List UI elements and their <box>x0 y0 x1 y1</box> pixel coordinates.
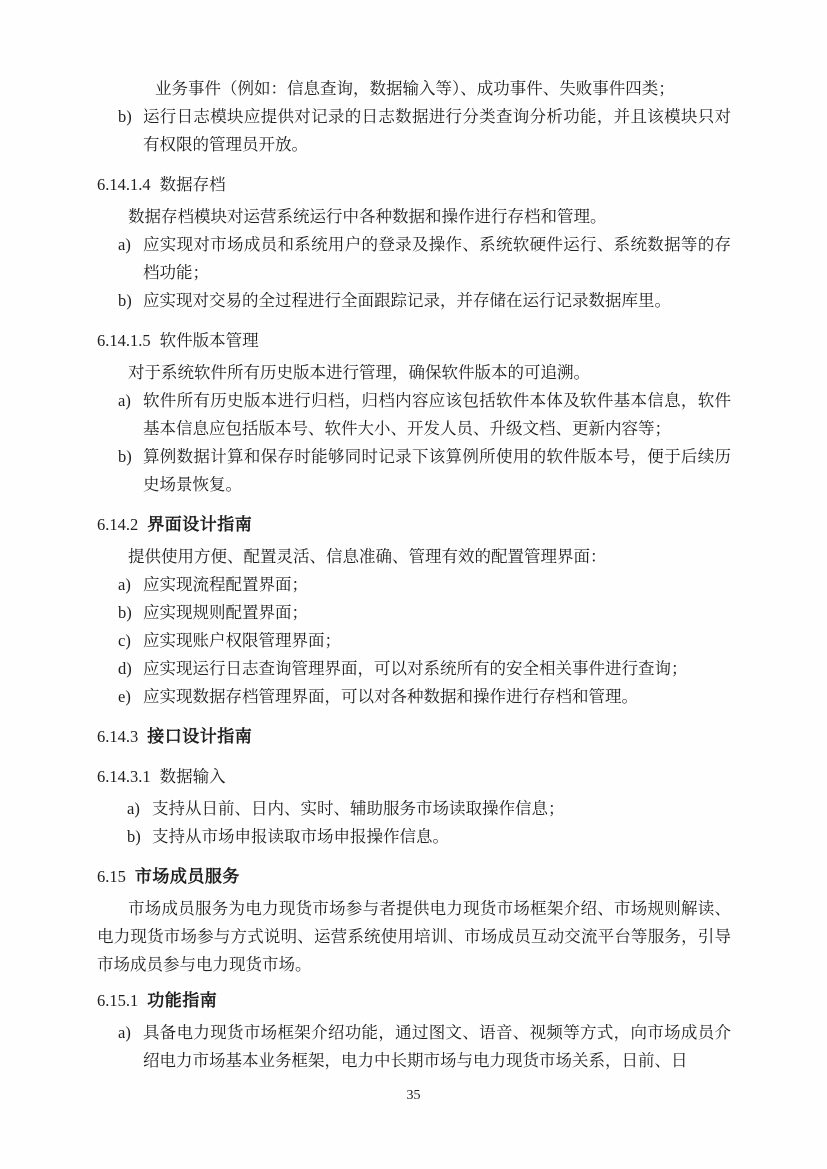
list-marker: b) <box>118 107 132 126</box>
list-item <box>97 443 731 499</box>
list-marker: a) <box>118 391 131 410</box>
list-item <box>97 571 731 599</box>
list-marker: c) <box>118 631 131 650</box>
list-marker: b) <box>118 291 132 310</box>
section-number: 6.15.1 <box>97 991 139 1010</box>
list-item <box>97 627 731 655</box>
list-marker: b) <box>127 827 141 846</box>
paragraph: 提供使用方便、配置灵活、信息准确、管理有效的配置管理界面： <box>128 547 607 566</box>
list-item <box>97 231 731 287</box>
list-item <box>97 1019 731 1075</box>
paragraph: 市场成员服务为电力现货市场参与者提供电力现货市场框架介绍、市场规则解读、电力现货市场参与方式说明、运营系统使用培训、市场成员互动交流平台等服务，引导市场成员参与电力现货市场。 <box>97 899 731 974</box>
section-number: 6.14.1.4 <box>97 175 151 194</box>
section-title: 市场成员服务 <box>134 867 240 886</box>
list-item-text: 应实现流程配置界面； <box>143 575 308 594</box>
list-item-text: 应实现规则配置界面； <box>143 603 308 622</box>
list-item <box>97 599 731 627</box>
section-heading <box>97 171 731 199</box>
section-heading <box>97 987 731 1015</box>
section-heading <box>97 763 731 791</box>
list-item-text: 支持从日前、日内、实时、辅助服务市场读取操作信息； <box>152 799 565 818</box>
list-item-text: 支持从市场申报读取市场申报操作信息。 <box>152 827 449 846</box>
list-marker: a) <box>118 575 131 594</box>
section-heading <box>97 863 731 891</box>
paragraph: 对于系统软件所有历史版本进行管理，确保软件版本的可追溯。 <box>128 363 590 382</box>
list-item-text: 运行日志模块应提供对记录的日志数据进行分类查询分析功能，并且该模块只对有权限的管理员开放。 <box>143 107 731 154</box>
carryover-line: 业务事件（例如：信息查询，数据输入等）、成功事件、失败事件四类； <box>155 79 675 98</box>
list-marker: d) <box>118 659 132 678</box>
section-heading <box>97 327 731 355</box>
paragraph: 数据存档模块对运营系统运行中各种数据和操作进行存档和管理。 <box>128 207 607 226</box>
page-number: 35 <box>406 1088 421 1103</box>
section-heading <box>97 511 731 539</box>
list-item-text: 应实现账户权限管理界面； <box>143 631 341 650</box>
list-item <box>97 795 731 823</box>
list-item-text: 应实现对交易的全过程进行全面跟踪记录，并存储在运行记录数据库里。 <box>143 291 671 310</box>
list-item <box>97 683 731 711</box>
section-number: 6.14.2 <box>97 515 139 534</box>
list-item-text: 算例数据计算和保存时能够同时记录下该算例所使用的软件版本号，便于后续历史场景恢复。 <box>143 447 731 494</box>
section-title: 功能指南 <box>147 991 218 1010</box>
list-marker: b) <box>118 603 132 622</box>
list-item <box>97 287 731 315</box>
section-title: 接口设计指南 <box>147 727 253 746</box>
body-text-column <box>97 75 731 1075</box>
list-item <box>97 103 731 159</box>
section-title: 数据输入 <box>159 767 226 786</box>
section-heading <box>97 723 731 751</box>
list-marker: a) <box>118 1023 131 1042</box>
list-item-text: 应实现运行日志查询管理界面，可以对系统所有的安全相关事件进行查询； <box>143 659 688 678</box>
list-marker: b) <box>118 447 132 466</box>
list-item-text: 应实现对市场成员和系统用户的登录及操作、系统软硬件运行、系统数据等的存档功能； <box>143 235 731 282</box>
list-marker: a) <box>118 235 131 254</box>
section-number: 6.15 <box>97 867 126 886</box>
list-item <box>97 823 731 851</box>
list-marker: a) <box>127 799 140 818</box>
list-marker: e) <box>118 687 131 706</box>
section-number: 6.14.3 <box>97 727 139 746</box>
section-number: 6.14.3.1 <box>97 767 151 786</box>
list-item <box>97 387 731 443</box>
section-title: 数据存档 <box>159 175 226 194</box>
list-item-text: 软件所有历史版本进行归档，归档内容应该包括软件本体及软件基本信息，软件基本信息应包括版本号、软件大小、开发人员、升级文档、更新内容等； <box>143 391 731 438</box>
section-title: 软件版本管理 <box>159 331 259 350</box>
list-item <box>97 655 731 683</box>
section-title: 界面设计指南 <box>147 515 253 534</box>
list-item-text: 应实现数据存档管理界面，可以对各种数据和操作进行存档和管理。 <box>143 687 638 706</box>
section-number: 6.14.1.5 <box>97 331 151 350</box>
list-item-text: 具备电力现货市场框架介绍功能，通过图文、语音、视频等方式，向市场成员介绍电力市场基本业务框架，电力中长期市场与电力现货市场关系，日前、日 <box>143 1023 731 1070</box>
